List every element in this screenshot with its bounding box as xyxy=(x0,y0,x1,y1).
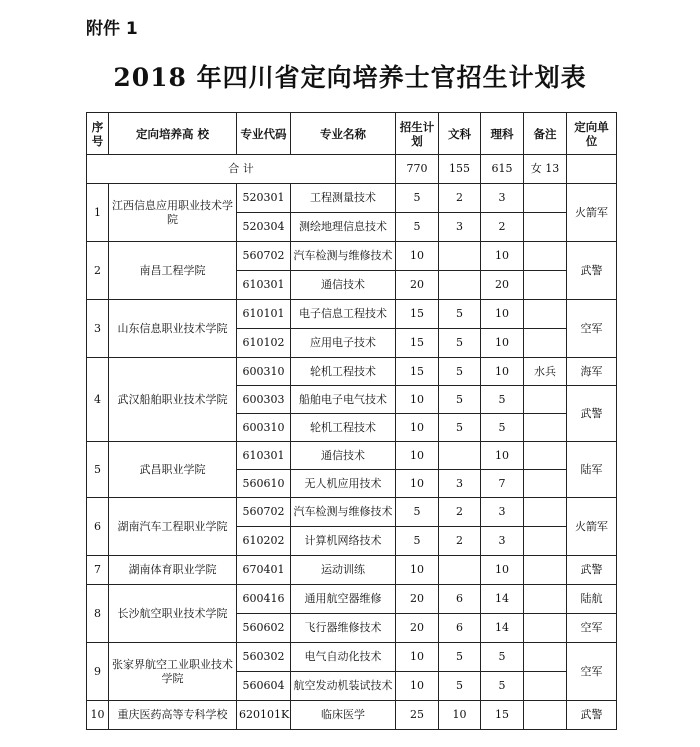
school-name: 山东信息职业技术学院 xyxy=(109,300,237,358)
unit-cell: 海军 xyxy=(567,358,617,386)
plan-count: 15 xyxy=(396,329,439,358)
major-code: 600310 xyxy=(237,414,291,442)
header-plan: 招生计划 xyxy=(396,113,439,155)
unit-cell: 空军 xyxy=(567,614,617,643)
note-cell xyxy=(524,556,567,585)
unit-cell: 武警 xyxy=(567,386,617,442)
note-cell xyxy=(524,498,567,527)
science-count: 5 xyxy=(481,414,524,442)
major-name: 汽车检测与维修技术 xyxy=(291,498,396,527)
table-row xyxy=(87,184,617,213)
enrollment-plan-table xyxy=(86,112,617,730)
plan-count: 5 xyxy=(396,213,439,242)
plan-count: 10 xyxy=(396,672,439,701)
note-cell: 水兵 xyxy=(524,358,567,386)
major-code: 670401 xyxy=(237,556,291,585)
note-cell xyxy=(524,414,567,442)
science-count: 14 xyxy=(481,585,524,614)
school-seq: 5 xyxy=(87,442,109,498)
arts-count: 3 xyxy=(439,470,481,498)
science-count: 10 xyxy=(481,556,524,585)
unit-cell: 火箭军 xyxy=(567,498,617,556)
page-title: 2018 年四川省定向培养士官招生计划表 xyxy=(113,63,587,92)
plan-count: 5 xyxy=(396,184,439,213)
major-name: 航空发动机装试技术 xyxy=(291,672,396,701)
major-name: 电气自动化技术 xyxy=(291,643,396,672)
arts-count: 5 xyxy=(439,300,481,329)
table-row xyxy=(87,498,617,527)
science-count: 3 xyxy=(481,498,524,527)
major-code: 560602 xyxy=(237,614,291,643)
major-code: 560604 xyxy=(237,672,291,701)
major-name: 电子信息工程技术 xyxy=(291,300,396,329)
major-name: 汽车检测与维修技术 xyxy=(291,242,396,271)
note-cell xyxy=(524,672,567,701)
science-count: 10 xyxy=(481,242,524,271)
arts-count: 3 xyxy=(439,213,481,242)
plan-count: 10 xyxy=(396,442,439,470)
arts-count: 5 xyxy=(439,358,481,386)
note-cell xyxy=(524,271,567,300)
note-cell xyxy=(524,300,567,329)
plan-count: 25 xyxy=(396,701,439,730)
major-name: 无人机应用技术 xyxy=(291,470,396,498)
school-seq: 1 xyxy=(87,184,109,242)
major-name: 轮机工程技术 xyxy=(291,358,396,386)
unit-cell: 武警 xyxy=(567,556,617,585)
note-cell xyxy=(524,442,567,470)
total-arts: 155 xyxy=(439,155,481,184)
arts-count: 5 xyxy=(439,414,481,442)
note-cell xyxy=(524,614,567,643)
major-code: 610301 xyxy=(237,442,291,470)
major-code: 560302 xyxy=(237,643,291,672)
plan-count: 10 xyxy=(396,470,439,498)
school-seq: 10 xyxy=(87,701,109,730)
school-name: 重庆医药高等专科学校 xyxy=(109,701,237,730)
plan-count: 5 xyxy=(396,527,439,556)
major-code: 600310 xyxy=(237,358,291,386)
major-name: 轮机工程技术 xyxy=(291,414,396,442)
major-name: 工程测量技术 xyxy=(291,184,396,213)
plan-count: 15 xyxy=(396,358,439,386)
total-plan: 770 xyxy=(396,155,439,184)
school-seq: 2 xyxy=(87,242,109,300)
header-school: 定向培养高 校 xyxy=(109,113,237,155)
major-name: 应用电子技术 xyxy=(291,329,396,358)
arts-count: 5 xyxy=(439,643,481,672)
unit-cell: 空军 xyxy=(567,300,617,358)
note-cell xyxy=(524,527,567,556)
plan-count: 15 xyxy=(396,300,439,329)
unit-cell: 空军 xyxy=(567,643,617,701)
major-code: 600303 xyxy=(237,386,291,414)
header-note: 备注 xyxy=(524,113,567,155)
science-count: 2 xyxy=(481,213,524,242)
table-row xyxy=(87,585,617,614)
school-name: 长沙航空职业技术学院 xyxy=(109,585,237,643)
major-code: 560702 xyxy=(237,242,291,271)
arts-count: 6 xyxy=(439,585,481,614)
note-cell xyxy=(524,213,567,242)
school-name: 南昌工程学院 xyxy=(109,242,237,300)
arts-count xyxy=(439,442,481,470)
header-arts: 文科 xyxy=(439,113,481,155)
science-count: 10 xyxy=(481,300,524,329)
school-seq: 8 xyxy=(87,585,109,643)
major-code: 520304 xyxy=(237,213,291,242)
note-cell xyxy=(524,329,567,358)
school-seq: 9 xyxy=(87,643,109,701)
total-note: 女 13 xyxy=(524,155,567,184)
table-row xyxy=(87,556,617,585)
plan-count: 20 xyxy=(396,614,439,643)
school-name: 江西信息应用职业技术学院 xyxy=(109,184,237,242)
school-seq: 6 xyxy=(87,498,109,556)
note-cell xyxy=(524,386,567,414)
note-cell xyxy=(524,184,567,213)
plan-count: 10 xyxy=(396,414,439,442)
unit-cell: 陆航 xyxy=(567,585,617,614)
table-row xyxy=(87,442,617,470)
school-name: 张家界航空工业职业技术学院 xyxy=(109,643,237,701)
major-code: 560702 xyxy=(237,498,291,527)
table-row xyxy=(87,300,617,329)
plan-count: 10 xyxy=(396,556,439,585)
major-name: 船舶电子电气技术 xyxy=(291,386,396,414)
arts-count: 2 xyxy=(439,184,481,213)
note-cell xyxy=(524,470,567,498)
total-unit xyxy=(567,155,617,184)
arts-count: 10 xyxy=(439,701,481,730)
major-code: 610102 xyxy=(237,329,291,358)
arts-count: 5 xyxy=(439,329,481,358)
plan-count: 10 xyxy=(396,386,439,414)
arts-count: 5 xyxy=(439,386,481,414)
major-code: 620101K xyxy=(237,701,291,730)
arts-count: 6 xyxy=(439,614,481,643)
science-count: 10 xyxy=(481,442,524,470)
major-code: 610202 xyxy=(237,527,291,556)
major-name: 测绘地理信息技术 xyxy=(291,213,396,242)
unit-cell: 陆军 xyxy=(567,442,617,498)
unit-cell: 武警 xyxy=(567,701,617,730)
school-seq: 4 xyxy=(87,358,109,442)
table-row xyxy=(87,643,617,672)
school-name: 武汉船舶职业技术学院 xyxy=(109,358,237,442)
note-cell xyxy=(524,701,567,730)
school-seq: 7 xyxy=(87,556,109,585)
science-count: 5 xyxy=(481,643,524,672)
table-row xyxy=(87,358,617,386)
arts-count: 2 xyxy=(439,527,481,556)
arts-count: 2 xyxy=(439,498,481,527)
table-row xyxy=(87,242,617,271)
science-count: 15 xyxy=(481,701,524,730)
science-count: 20 xyxy=(481,271,524,300)
science-count: 5 xyxy=(481,386,524,414)
plan-count: 5 xyxy=(396,498,439,527)
total-row xyxy=(87,155,617,184)
major-code: 560610 xyxy=(237,470,291,498)
major-name: 通信技术 xyxy=(291,271,396,300)
science-count: 3 xyxy=(481,527,524,556)
unit-cell: 火箭军 xyxy=(567,184,617,242)
science-count: 10 xyxy=(481,329,524,358)
major-name: 通用航空器维修 xyxy=(291,585,396,614)
plan-count: 20 xyxy=(396,271,439,300)
total-science: 615 xyxy=(481,155,524,184)
header-code: 专业代码 xyxy=(237,113,291,155)
school-seq: 3 xyxy=(87,300,109,358)
header-unit: 定向单位 xyxy=(567,113,617,155)
major-code: 610101 xyxy=(237,300,291,329)
school-name: 湖南汽车工程职业学院 xyxy=(109,498,237,556)
plan-count: 20 xyxy=(396,585,439,614)
note-cell xyxy=(524,585,567,614)
plan-count: 10 xyxy=(396,643,439,672)
science-count: 5 xyxy=(481,672,524,701)
major-code: 610301 xyxy=(237,271,291,300)
arts-count xyxy=(439,271,481,300)
major-code: 600416 xyxy=(237,585,291,614)
major-name: 通信技术 xyxy=(291,442,396,470)
header-major: 专业名称 xyxy=(291,113,396,155)
school-name: 武昌职业学院 xyxy=(109,442,237,498)
arts-count xyxy=(439,242,481,271)
plan-count: 10 xyxy=(396,242,439,271)
note-cell xyxy=(524,242,567,271)
unit-cell: 武警 xyxy=(567,242,617,300)
header-seq: 序号 xyxy=(87,113,109,155)
science-count: 14 xyxy=(481,614,524,643)
major-name: 飞行器维修技术 xyxy=(291,614,396,643)
attachment-label: 附件 1 xyxy=(86,19,138,39)
school-name: 湖南体育职业学院 xyxy=(109,556,237,585)
table-row xyxy=(87,701,617,730)
header-science: 理科 xyxy=(481,113,524,155)
note-cell xyxy=(524,643,567,672)
major-name: 计算机网络技术 xyxy=(291,527,396,556)
major-code: 520301 xyxy=(237,184,291,213)
science-count: 3 xyxy=(481,184,524,213)
total-label: 合 计 xyxy=(87,155,396,184)
arts-count xyxy=(439,556,481,585)
major-name: 临床医学 xyxy=(291,701,396,730)
science-count: 7 xyxy=(481,470,524,498)
major-name: 运动训练 xyxy=(291,556,396,585)
science-count: 10 xyxy=(481,358,524,386)
arts-count: 5 xyxy=(439,672,481,701)
